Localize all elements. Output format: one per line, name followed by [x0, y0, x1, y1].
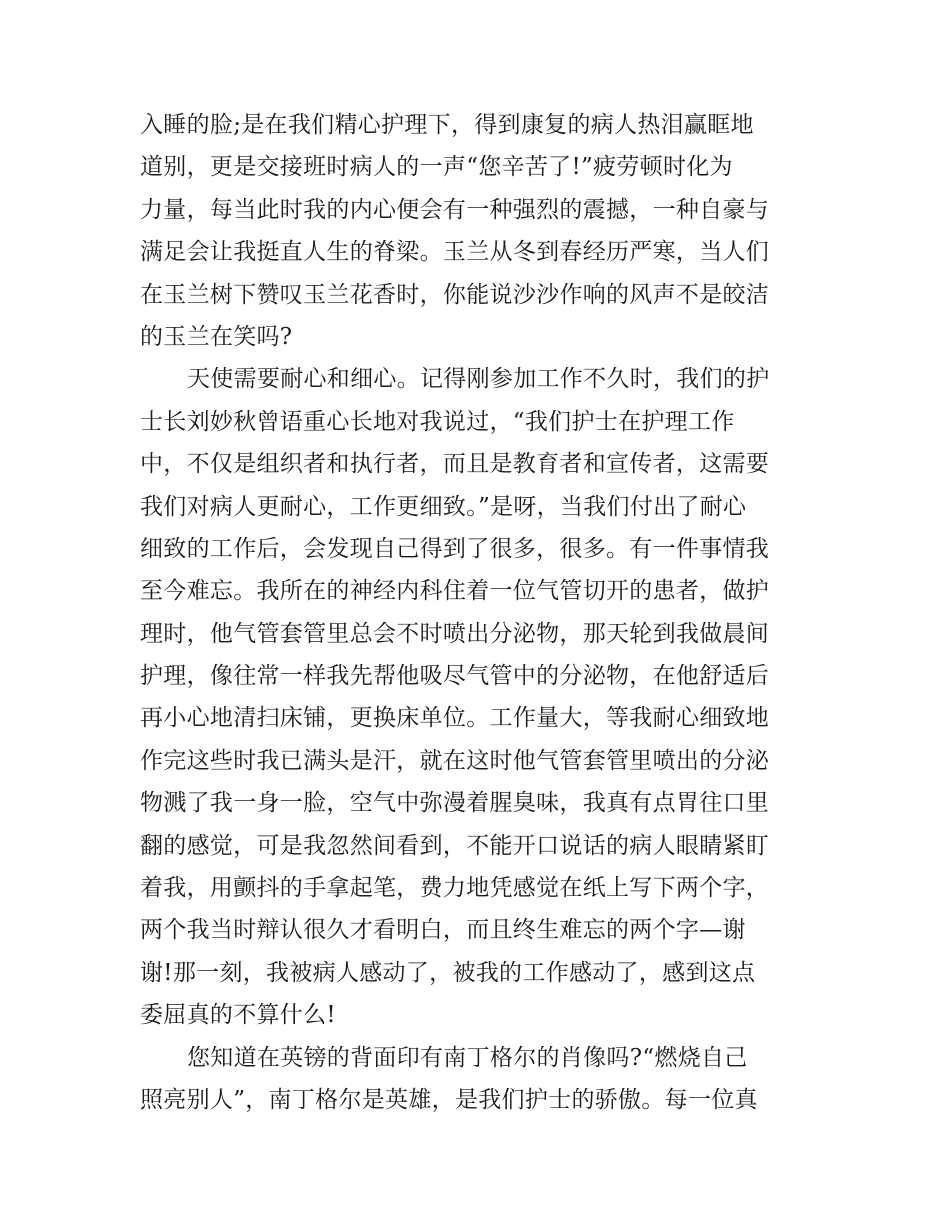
text-line: 物溅了我一身一脸，空气中弥漫着腥臭味，我真有点胃往口里 — [140, 790, 770, 817]
paragraph-start-line: 天使需要耐心和细心。记得刚参加工作不久时，我们的护 — [187, 366, 770, 393]
text-line: 护理，像往常一样我先帮他吸尽气管中的分泌物，在他舒适后 — [140, 663, 770, 690]
text-line: 谢!那一刻，我被病人感动了，被我的工作感动了，感到这点 — [140, 959, 756, 986]
text-line: 入睡的脸;是在我们精心护理下，得到康复的病人热泪赢眶地 — [140, 112, 754, 138]
text-line: 至今难忘。我所在的神经内科住着一位气管切开的患者，做护 — [140, 578, 770, 605]
text-line: 再小心地清扫床铺，更换床单位。工作量大，等我耐心细致地 — [140, 705, 770, 732]
text-line: 道别，更是交接班时病人的一声“您辛苦了!”疲劳顿时化为 — [140, 154, 733, 181]
text-line: 两个我当时辩认很久才看明白，而且终生难忘的两个字—谢 — [140, 917, 746, 944]
text-line: 在玉兰树下赞叹玉兰花香时，你能说沙沙作响的风声不是皎洁 — [140, 281, 770, 308]
text-line: 我们对病人更耐心，工作更细致。”是呀，当我们付出了耐心 — [140, 493, 747, 520]
paragraph-start-line: 您知道在英镑的背面印有南丁格尔的肖像吗?“燃烧自己 — [187, 1044, 748, 1071]
text-line: 满足会让我挺直人生的脊梁。玉兰从冬到春经历严寒，当人们 — [140, 239, 770, 266]
text-line: 照亮别人”，南丁格尔是英雄，是我们护士的骄傲。每一位真 — [140, 1086, 758, 1113]
text-line: 翻的感觉，可是我忽然间看到，不能开口说话的病人眼睛紧盯 — [140, 832, 770, 859]
text-line: 中，不仅是组织者和执行者，而且是教育者和宣传者，这需要 — [140, 451, 770, 478]
text-line: 士长刘妙秋曾语重心长地对我说过，“我们护士在护理工作 — [140, 408, 735, 435]
text-line: 理时，他气管套管里总会不时喷出分泌物，那天轮到我做晨间 — [140, 620, 770, 647]
text-line: 细致的工作后，会发现自己得到了很多，很多。有一件事情我 — [140, 535, 770, 562]
text-line: 委屈真的不算什么! — [140, 1002, 336, 1029]
text-line: 着我，用颤抖的手拿起笔，费力地凭感觉在纸上写下两个字， — [140, 875, 770, 902]
text-line: 力量，每当此时我的内心便会有一种强烈的震撼，一种自豪与 — [140, 196, 770, 223]
body-text — [140, 104, 840, 1121]
text-line: 的玉兰在笑吗? — [140, 323, 293, 350]
text-line: 作完这些时我已满头是汗，就在这时他气管套管里喷出的分泌 — [140, 747, 770, 774]
